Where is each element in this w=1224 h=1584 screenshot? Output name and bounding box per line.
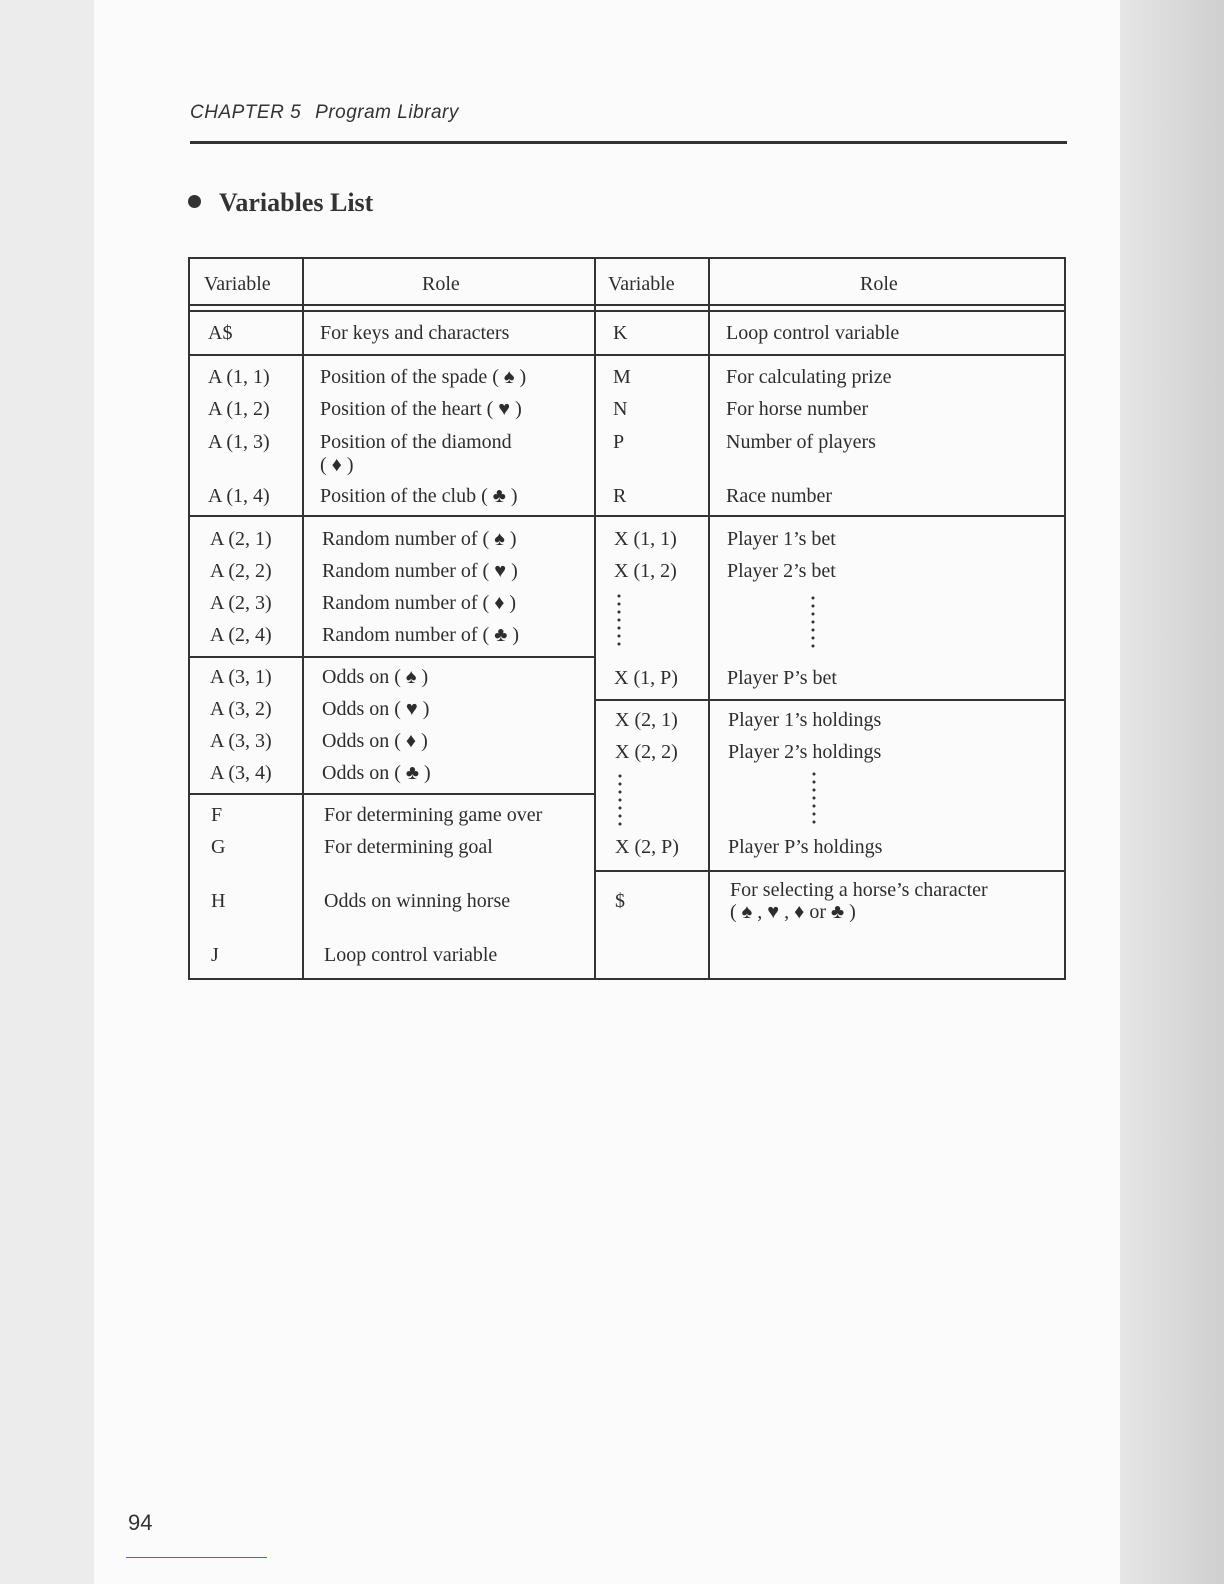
role-cell: Odds on ( ♠ ) (322, 666, 429, 688)
role-cell: For horse number (726, 398, 869, 420)
variable-cell: X (1, 2) (614, 560, 677, 582)
role-cell: Loop control variable (726, 322, 900, 344)
role-cell: For calculating prize (726, 366, 892, 388)
variable-cell: A (2, 4) (210, 624, 272, 646)
role-cell: Position of the heart ( ♥ ) (320, 398, 522, 420)
col-divider-2 (594, 257, 596, 980)
role-cell: Position of the diamond (320, 431, 512, 453)
left-separator-4 (188, 793, 596, 795)
right-separator-3 (594, 699, 1066, 701)
chapter-label: CHAPTER 5 (190, 102, 302, 123)
variable-cell: K (613, 322, 628, 344)
role-cell: Player 2’s holdings (728, 741, 882, 763)
variable-cell: A (3, 3) (210, 730, 272, 752)
variable-cell: X (2, P) (615, 836, 679, 858)
role-cell: For determining game over (324, 804, 543, 826)
left-separator-3 (188, 656, 596, 658)
group-separator-2 (188, 515, 1065, 517)
table-left-border (188, 257, 190, 980)
table-bottom-border (188, 978, 1066, 980)
role-cell: Random number of ( ♦ ) (322, 592, 517, 614)
ellipsis-dots-variable (618, 772, 622, 828)
group-separator-1 (188, 354, 1065, 356)
book-page (94, 0, 1120, 1584)
variable-cell: G (211, 836, 226, 858)
header-rule-upper (188, 304, 1065, 306)
variable-cell: M (613, 366, 631, 388)
variable-cell: A (1, 4) (208, 485, 270, 507)
page-edge-shadow (1120, 0, 1224, 1584)
variable-cell: F (211, 804, 223, 826)
variable-cell: J (211, 944, 219, 966)
role-cell: For determining goal (324, 836, 493, 858)
variable-cell: A (2, 2) (210, 560, 272, 582)
header-rule (190, 141, 1067, 144)
variable-cell: A (1, 1) (208, 366, 270, 388)
variable-cell: A (3, 2) (210, 698, 272, 720)
variable-cell: N (613, 398, 628, 420)
variable-cell: A (3, 4) (210, 762, 272, 784)
page-left-margin (0, 0, 94, 1584)
role-cell: For selecting a horse’s character (730, 879, 988, 901)
ellipsis-dots-role (812, 770, 816, 826)
header-rule-lower (188, 310, 1065, 312)
col-divider-1 (302, 257, 304, 980)
ellipsis-dots-variable (617, 592, 621, 648)
table-right-border (1064, 257, 1066, 980)
variable-cell: X (1, 1) (614, 528, 677, 550)
header-role-right: Role (860, 273, 898, 295)
role-cell: Loop control variable (324, 944, 498, 966)
bullet-icon (188, 195, 201, 208)
header-variable-right: Variable (608, 273, 675, 295)
role-cell: Odds on ( ♥ ) (322, 698, 430, 720)
running-head (190, 102, 459, 124)
role-cell: Position of the club ( ♣ ) (320, 485, 518, 507)
role-cell: Odds on winning horse (324, 890, 511, 912)
role-cell: Position of the spade ( ♠ ) (320, 366, 527, 388)
variable-cell: X (2, 1) (615, 709, 678, 731)
role-cell-continued: ( ♠ , ♥ , ♦ or ♣ ) (730, 901, 856, 923)
role-cell-continued: ( ♦ ) (320, 454, 354, 476)
role-cell: Race number (726, 485, 833, 507)
variable-cell: P (613, 431, 625, 453)
variable-cell: A$ (208, 322, 233, 344)
role-cell: Number of players (726, 431, 876, 453)
ellipsis-dots-role (811, 594, 815, 650)
role-cell: Odds on ( ♣ ) (322, 762, 431, 784)
footer-rule (126, 1557, 267, 1558)
variable-cell: A (2, 3) (210, 592, 272, 614)
role-cell: Random number of ( ♥ ) (322, 560, 518, 582)
variable-cell: X (1, P) (614, 667, 678, 689)
role-cell: Player 2’s bet (727, 560, 836, 582)
page-number: 94 (128, 1510, 153, 1535)
col-divider-3 (708, 257, 710, 980)
role-cell: Odds on ( ♦ ) (322, 730, 428, 752)
role-cell: For keys and characters (320, 322, 510, 344)
variable-cell: A (2, 1) (210, 528, 272, 550)
right-separator-4 (594, 870, 1066, 872)
variable-cell: R (613, 485, 627, 507)
role-cell: Random number of ( ♠ ) (322, 528, 517, 550)
variable-cell: H (211, 890, 226, 912)
header-role-left: Role (422, 273, 460, 295)
role-cell: Random number of ( ♣ ) (322, 624, 519, 646)
header-variable-left: Variable (204, 273, 271, 295)
role-cell: Player P’s bet (727, 667, 837, 689)
variable-cell: X (2, 2) (615, 741, 678, 763)
variable-cell: A (3, 1) (210, 666, 272, 688)
chapter-title: Program Library (315, 102, 459, 123)
variable-cell: A (1, 3) (208, 431, 270, 453)
role-cell: Player 1’s holdings (728, 709, 882, 731)
role-cell: Player 1’s bet (727, 528, 836, 550)
section-heading (188, 188, 373, 218)
section-title: Variables List (219, 188, 374, 217)
table-top-border (188, 257, 1065, 259)
variable-cell: A (1, 2) (208, 398, 270, 420)
role-cell: Player P’s holdings (728, 836, 883, 858)
variable-cell: $ (615, 890, 625, 912)
